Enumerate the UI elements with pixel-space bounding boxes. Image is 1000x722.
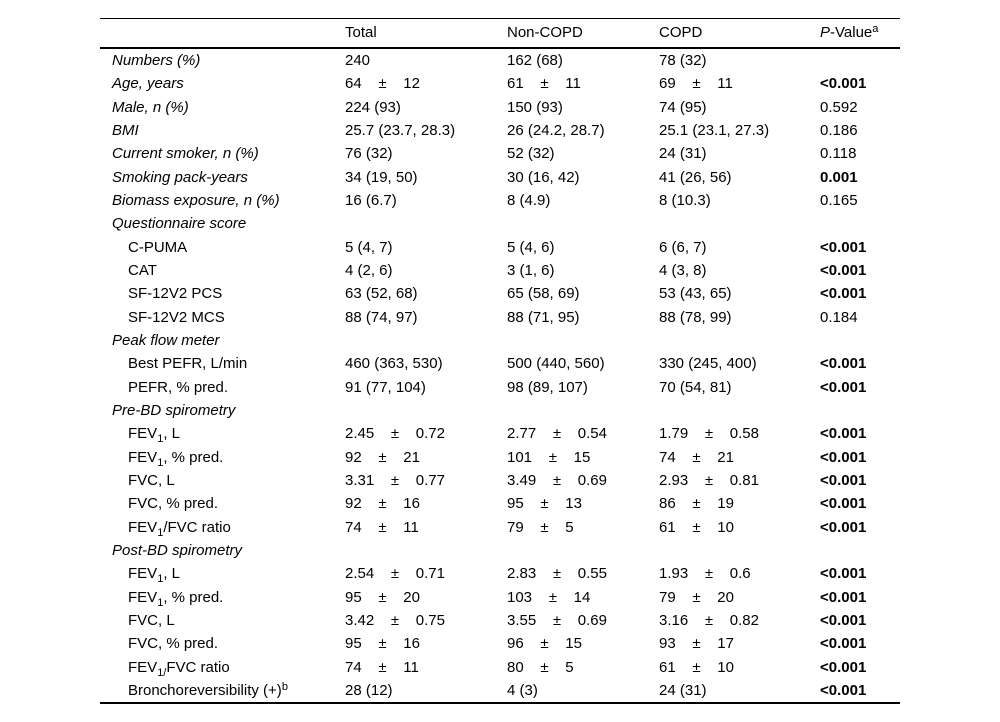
- cell-pvalue: [820, 49, 900, 72]
- cell-total: 95 ± 16: [345, 635, 420, 653]
- cell-total: 240: [345, 52, 371, 69]
- row-label: Smoking pack-years: [112, 168, 248, 186]
- cell-pvalue: <0.001: [820, 471, 867, 489]
- cell-noncopd: 103 ± 14: [507, 588, 591, 606]
- cell-total: 63 (52, 68): [345, 285, 418, 303]
- cell-noncopd: 101 ± 15: [507, 448, 591, 466]
- cell-copd: 3.16 ± 0.82: [659, 611, 759, 629]
- row-label: FVC, % pred.: [128, 635, 219, 653]
- row-label: Best PEFR, L/min: [128, 355, 248, 373]
- cell-noncopd: 52 (32): [507, 145, 555, 163]
- cell-total: 76 (32): [345, 145, 393, 163]
- cell-copd: [659, 539, 820, 562]
- row-label: FVC, L: [128, 611, 175, 629]
- table-header-row: [100, 19, 900, 49]
- row-label: Bronchoreversibility $(+)^b$: [128, 680, 288, 699]
- cell-copd: 70 (54, 81): [659, 378, 732, 396]
- cell-pvalue: <0.001: [820, 425, 867, 443]
- cell-total: 25.7 (23.7, 28.3): [345, 121, 456, 139]
- cell-noncopd: 3 (1, 6): [507, 261, 555, 279]
- cell-pvalue: <0.001: [820, 681, 867, 699]
- table-row: [100, 446, 900, 469]
- cell-total: 5 (4, 7): [345, 238, 393, 256]
- cell-pvalue: <0.001: [820, 658, 867, 676]
- cell-noncopd: 150 (93): [507, 98, 563, 116]
- row-label: Pre-BD spirometry: [112, 401, 236, 419]
- cell-pvalue: <0.001: [820, 565, 867, 583]
- row-label: PEFR, % pred.: [128, 378, 229, 396]
- cell-copd: 1.93 ± 0.6: [659, 565, 751, 583]
- cell-pvalue: 0.001: [820, 168, 858, 186]
- cell-pvalue: <0.001: [820, 261, 867, 279]
- row-label: FVC, L: [128, 471, 175, 489]
- table-row: [100, 49, 900, 72]
- cell-copd: 88 (78, 99): [659, 308, 732, 326]
- table-row: [100, 656, 900, 679]
- cell-total: 3.31 ± 0.77: [345, 471, 445, 489]
- table-row: [100, 539, 900, 562]
- table-row: [100, 516, 900, 539]
- cell-total: 460 (363, 530): [345, 355, 443, 373]
- row-label: $FEV_1$, % pred.: [128, 448, 224, 469]
- table-row: [100, 632, 900, 655]
- table-row: [100, 212, 900, 235]
- cell-copd: 24 (31): [659, 145, 707, 163]
- table-row: [100, 469, 900, 492]
- cell-total: 74 ± 11: [345, 518, 419, 536]
- cell-copd: [659, 399, 820, 422]
- cell-copd: 74 (95): [659, 98, 707, 116]
- cell-noncopd: 5 (4, 6): [507, 238, 555, 256]
- cell-total: 88 (74, 97): [345, 308, 418, 326]
- cell-copd: 61 ± 10: [659, 658, 734, 676]
- cell-copd: 78 (32): [659, 52, 707, 69]
- cell-total: 4 (2, 6): [345, 261, 393, 279]
- cell-pvalue: [820, 539, 900, 562]
- cell-copd: 69 ± 11: [659, 75, 733, 93]
- row-label: Current smoker, n (%): [112, 145, 259, 163]
- row-label: SF-12V2 PCS: [128, 285, 223, 303]
- cell-noncopd: 3.49 ± 0.69: [507, 471, 607, 489]
- header-cell-copd: COPD: [659, 24, 703, 41]
- cell-total: 64 ± 12: [345, 75, 420, 93]
- cell-copd: 6 (6, 7): [659, 238, 707, 256]
- row-label: Male, n (%): [112, 98, 189, 116]
- cell-pvalue: <0.001: [820, 75, 867, 93]
- cell-pvalue: 0.118: [820, 145, 857, 163]
- cell-noncopd: 61 ± 11: [507, 75, 581, 93]
- row-label: Post-BD spirometry: [112, 541, 243, 559]
- cell-noncopd: [507, 329, 659, 352]
- row-label: $FEV_1$, % pred.: [128, 588, 224, 609]
- cell-copd: [659, 212, 820, 235]
- table-row: [100, 422, 900, 445]
- cell-total: 92 ± 21: [345, 448, 420, 466]
- cell-noncopd: 95 ± 13: [507, 495, 582, 513]
- cell-pvalue: <0.001: [820, 238, 867, 256]
- cell-copd: 24 (31): [659, 681, 707, 699]
- cell-pvalue: <0.001: [820, 495, 867, 513]
- cell-pvalue: 0.186: [820, 121, 858, 139]
- cell-noncopd: [507, 212, 659, 235]
- cell-copd: 74 ± 21: [659, 448, 734, 466]
- cell-copd: [659, 329, 820, 352]
- table-row: [100, 236, 900, 259]
- cell-total: 16 (6.7): [345, 191, 397, 209]
- row-label: $FEV_1$/FVC ratio: [128, 518, 231, 539]
- cell-noncopd: [507, 399, 659, 422]
- cell-pvalue: 0.184: [820, 308, 858, 326]
- cell-pvalue: 0.592: [820, 98, 858, 116]
- cell-pvalue: [820, 329, 900, 352]
- header-cell-total: Total: [345, 24, 377, 41]
- cell-total: 2.54 ± 0.71: [345, 565, 445, 583]
- cell-copd: 2.93 ± 0.81: [659, 471, 759, 489]
- table-row: [100, 679, 900, 702]
- cell-copd: 1.79 ± 0.58: [659, 425, 759, 443]
- table-body: [100, 49, 900, 702]
- cell-total: [345, 212, 507, 235]
- table-row: [100, 376, 900, 399]
- cell-noncopd: 79 ± 5: [507, 518, 574, 536]
- cell-noncopd: 500 (440, 560): [507, 355, 605, 373]
- row-label: Numbers (%): [112, 52, 201, 69]
- cell-noncopd: 4 (3): [507, 681, 538, 699]
- table-row: [100, 259, 900, 282]
- cell-noncopd: [507, 539, 659, 562]
- cell-noncopd: 98 (89, 107): [507, 378, 588, 396]
- cell-noncopd: 3.55 ± 0.69: [507, 611, 607, 629]
- cell-copd: 93 ± 17: [659, 635, 734, 653]
- cell-total: 91 (77, 104): [345, 378, 426, 396]
- cell-total: 92 ± 16: [345, 495, 420, 513]
- header-cell-empty: [100, 19, 345, 47]
- row-label: Biomass exposure, n (%): [112, 191, 280, 209]
- row-label: $FEV_1$, L: [128, 425, 180, 446]
- cell-noncopd: 65 (58, 69): [507, 285, 580, 303]
- cell-copd: 25.1 (23.1, 27.3): [659, 121, 770, 139]
- table-row: [100, 329, 900, 352]
- row-label: Questionnaire score: [112, 215, 247, 233]
- cell-pvalue: <0.001: [820, 611, 867, 629]
- cell-pvalue: <0.001: [820, 448, 867, 466]
- cell-noncopd: 2.83 ± 0.55: [507, 565, 607, 583]
- row-label: Age, years: [112, 75, 184, 93]
- cell-total: 34 (19, 50): [345, 168, 418, 186]
- table-row: [100, 562, 900, 585]
- cell-copd: 4 (3, 8): [659, 261, 707, 279]
- cell-copd: 53 (43, 65): [659, 285, 732, 303]
- cell-noncopd: 80 ± 5: [507, 658, 574, 676]
- cell-noncopd: 8 (4.9): [507, 191, 551, 209]
- cell-total: [345, 539, 507, 562]
- cell-noncopd: 96 ± 15: [507, 635, 582, 653]
- cell-pvalue: [820, 399, 900, 422]
- table-row: [100, 492, 900, 515]
- row-label: C-PUMA: [128, 238, 188, 256]
- table-row: [100, 352, 900, 375]
- row-label: CAT: [128, 261, 157, 279]
- cell-pvalue: <0.001: [820, 378, 867, 396]
- cell-total: [345, 329, 507, 352]
- cell-copd: 79 ± 20: [659, 588, 734, 606]
- cell-total: 2.45 ± 0.72: [345, 425, 445, 443]
- table-row: [100, 399, 900, 422]
- cell-pvalue: [820, 212, 900, 235]
- table-row: [100, 586, 900, 609]
- row-label: FVC, % pred.: [128, 495, 219, 513]
- row-label: $FEV_1$, L: [128, 565, 180, 586]
- row-label: Peak flow meter: [112, 331, 220, 349]
- cell-copd: 61 ± 10: [659, 518, 734, 536]
- baseline-characteristics-table: [100, 18, 900, 704]
- table-row: [100, 282, 900, 305]
- cell-copd: 41 (26, 56): [659, 168, 732, 186]
- cell-pvalue: <0.001: [820, 285, 867, 303]
- cell-copd: 86 ± 19: [659, 495, 734, 513]
- cell-pvalue: 0.165: [820, 191, 858, 209]
- table-row: [100, 189, 900, 212]
- table-row: [100, 96, 900, 119]
- cell-noncopd: 2.77 ± 0.54: [507, 425, 607, 443]
- cell-noncopd: 30 (16, 42): [507, 168, 580, 186]
- table-row: [100, 166, 900, 189]
- cell-pvalue: <0.001: [820, 588, 867, 606]
- row-label: BMI: [112, 121, 139, 139]
- table-row: [100, 142, 900, 165]
- cell-total: 28 (12): [345, 681, 393, 699]
- cell-noncopd: 88 (71, 95): [507, 308, 580, 326]
- table-row: [100, 72, 900, 95]
- row-label: SF-12V2 MCS: [128, 308, 225, 326]
- table-row: [100, 119, 900, 142]
- table-row: [100, 609, 900, 632]
- cell-total: 95 ± 20: [345, 588, 420, 606]
- cell-noncopd: 26 (24.2, 28.7): [507, 121, 605, 139]
- cell-pvalue: <0.001: [820, 635, 867, 653]
- cell-copd: 8 (10.3): [659, 191, 711, 209]
- cell-pvalue: <0.001: [820, 518, 867, 536]
- cell-copd: 330 (245, 400): [659, 355, 757, 373]
- cell-total: 224 (93): [345, 98, 401, 116]
- header-cell-noncopd: Non-COPD: [507, 24, 583, 41]
- cell-pvalue: <0.001: [820, 355, 867, 373]
- table-row: [100, 306, 900, 329]
- cell-total: 74 ± 11: [345, 658, 419, 676]
- cell-total: 3.42 ± 0.75: [345, 611, 445, 629]
- cell-total: [345, 399, 507, 422]
- header-cell-pvalue: P-Value$^a$: [820, 23, 879, 41]
- cell-noncopd: 162 (68): [507, 52, 563, 69]
- row-label: $FEV_{1/}FVC$ ratio: [128, 658, 230, 679]
